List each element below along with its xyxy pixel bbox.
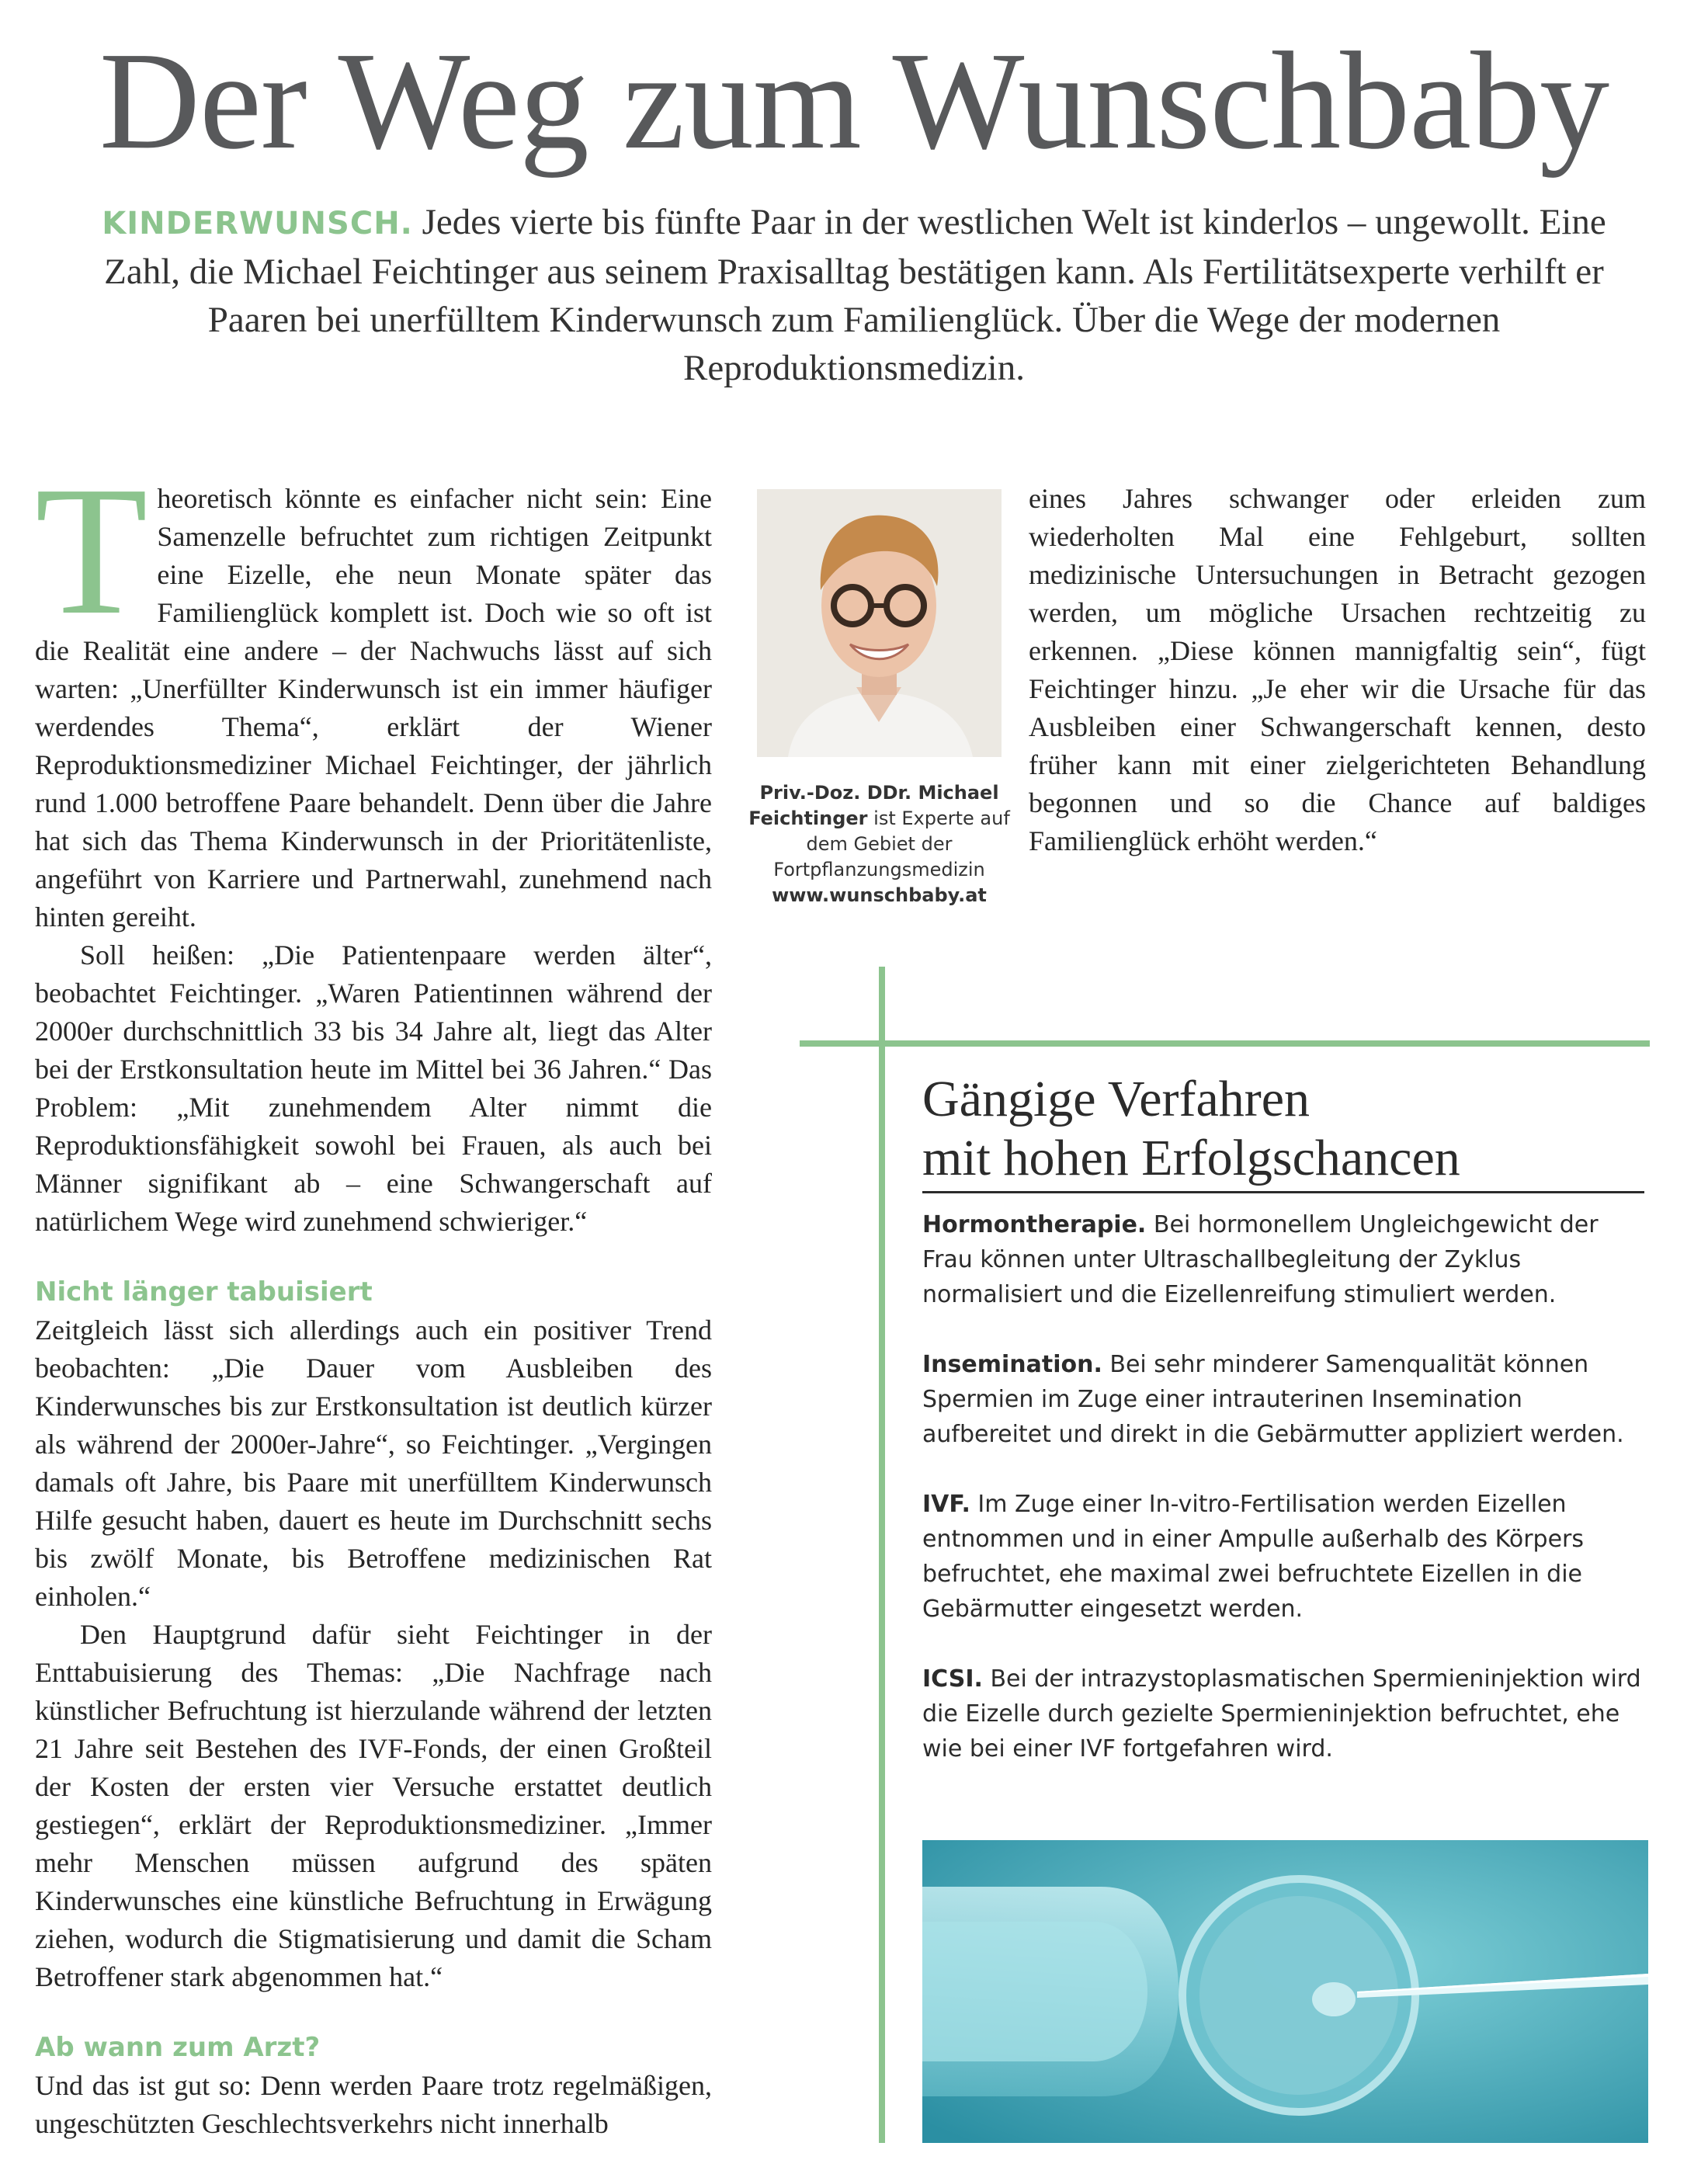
ivf-illustration — [922, 1840, 1648, 2143]
procedure-term: ICSI. — [922, 1665, 983, 1693]
procedure-term: Insemination. — [922, 1351, 1102, 1378]
procedure-item — [922, 1662, 1648, 1766]
page-title: Der Weg zum Wunschbaby — [99, 23, 1609, 178]
procedure-text: Bei hormonellem Ungleichgewicht der Frau können unter Ultraschallbegleitung der Zyklus normalisiert und die Eizellenreifung stimuliert werden. — [922, 1211, 1599, 1308]
portrait-caption — [745, 780, 1013, 908]
lead-text: Jedes vierte bis fünfte Paar in der westlichen Welt ist kinderlos – ungewollt. Eine Zahl, die Michael Feichtinger aus seinem Praxisalltag bestätigen kann. Als Fertilitätsexperte verhilft er Paaren bei unerfülltem Kinderwunsch zum Familienglück. Über die Wege der modernen Reproduktionsmedizin. — [104, 202, 1606, 388]
procedure-text: Bei sehr minderer Samenqualität können Spermien im Zuge einer intrauterinen Insemination aufbereitet und direkt in die Gebärmutter appliziert werden. — [922, 1351, 1624, 1448]
article-paragraph-4: Den Hauptgrund dafür sieht Feichtinger in der Enttabuisierung des Themas: „Die Nachfrage nach künstlicher Befruchtung ist hierzulande während der letzten 21 Jahre seit Bestehen des IVF-Fonds, der einen Großteil der Kosten der ersten vier Versuche erstattet deutlich gestiegen“, erklärt der Reproduktionsmediziner. „Immer mehr Menschen müssen aufgrund des späten Kinderwunsches eine künstliche Befruchtung in Erwägung ziehen, wodurch die Stigmatisierung und damit die Scham Betroffener stark abgenommen hat.“ — [35, 1619, 712, 1992]
procedure-item — [922, 1347, 1648, 1452]
procedures-list — [922, 1207, 1648, 1801]
procedure-text: Bei der intrazystoplasmatischen Spermieninjektion wird die Eizelle durch gezielte Spermieninjektion befruchtet, ehe wie bei einer IVF fortgefahren wird. — [922, 1665, 1641, 1762]
box-title-line-2: mit hohen Erfolgschancen — [922, 1130, 1460, 1186]
procedure-text: Im Zuge einer In-vitro-Fertilisation werden Eizellen entnommen und in einer Ampulle außerhalb des Körpers befruchtet, ehe maximal zwei befruchtete Eizellen in die Gebärmutter eingesetzt werden. — [922, 1491, 1585, 1623]
lead-paragraph — [70, 198, 1638, 392]
box-rule-vertical — [879, 967, 885, 2143]
procedure-item — [922, 1207, 1648, 1312]
article-column-right — [1029, 480, 1646, 860]
article-text-1: heoretisch könnte es einfacher nicht sein: Eine Samenzelle befruchtet zum richtigen Zeitpunkt eine Eizelle, ehe neun Monate später das Familienglück komplett ist. Doch wie so oft ist die Realität eine andere – der Nachwuchs lässt auf sich warten: „Unerfüllter Kinderwunsch ist ein immer häufiger werdendes Thema“, erklärt der Wiener Reproduktionsmediziner Michael Feichtinger, der jährlich rund 1.000 betroffene Paare behandelt. Denn über die Jahre hat sich das Thema Kinderwunsch in der Prioritätenliste, angeführt von Karriere und Partnerwahl, zunehmend nach hinten gereiht. — [35, 483, 712, 932]
subhead-arzt: Ab wann zum Arzt? — [35, 2032, 321, 2063]
subhead-tabuisiert: Nicht länger tabuisiert — [35, 1276, 373, 1308]
caption-url: www.wunschbaby.at — [772, 884, 987, 906]
article-paragraph-5: Und das ist gut so: Denn werden Paare trotz regelmäßigen, ungeschützten Geschlechtsverkehrs nicht innerhalb — [35, 2070, 712, 2139]
box-rule-horizontal — [800, 1040, 1650, 1047]
caption-name: Priv.-Doz. DDr. Michael Feichtinger — [748, 782, 999, 829]
article-paragraph-3: Zeitgleich lässt sich allerdings auch ein positiver Trend beobachten: „Die Dauer vom Ausbleiben des Kinderwunsches bis zur Erstkonsultation ist deutlich kürzer als während der 2000er-Jahre“, so Feichtinger. „Vergingen damals oft Jahre, bis Paare mit unerfülltem Kinderwunsch Hilfe gesucht haben, dauert es heute im Durchschnitt sechs bis zwölf Monate, bis Betroffene medizinischen Rat einholen.“ — [35, 1314, 712, 1612]
ivf-microscope-image — [922, 1840, 1648, 2143]
box-title — [922, 1070, 1644, 1193]
procedure-item — [922, 1487, 1648, 1627]
article-column-left — [35, 449, 712, 2143]
article-paragraph-1 — [35, 449, 712, 936]
portrait-photo — [757, 489, 1002, 757]
article-paragraph-6: eines Jahres schwanger oder erleiden zum wiederholten Mal eine Fehlgeburt, sollten medizinische Untersuchungen in Betracht gezogen werden, um mögliche Ursachen rechtzeitig zu erkennen. „Diese können mannigfaltig sein“, fügt Feichtinger hinzu. „Je eher wir die Ursache für das Ausbleiben einer Schwangerschaft kennen, desto früher kann mit einer zielgerichteten Behandlung begonnen und so die Chance auf baldiges Familienglück erhöht werden.“ — [1029, 483, 1646, 856]
box-title-line-1: Gängige Verfahren — [922, 1071, 1311, 1127]
dropcap: T — [35, 449, 148, 653]
caption-text: ist Experte auf dem Gebiet der Fortpflanzungsmedizin — [773, 807, 1010, 880]
article-paragraph-2: Soll heißen: „Die Patientenpaare werden älter“, beobachtet Feichtinger. „Waren Patientinnen während der 2000er durchschnittlich 33 bis 34 Jahre alt, liegt das Alter bei der Erstkonsultation heute im Mittel bei 36 Jahren.“ Das Problem: „Mit zunehmendem Alter nimmt die Reproduktionsfähigkeit sowohl bei Frauen, als auch bei Männer signifikant ab – eine Schwangerschaft auf natürlichem Wege wird zunehmend schwieriger.“ — [35, 939, 712, 1237]
procedure-term: Hormontherapie. — [922, 1211, 1147, 1238]
lead-kicker: KINDERWUNSCH. — [102, 206, 413, 241]
procedure-term: IVF. — [922, 1491, 970, 1518]
portrait-illustration — [757, 489, 1002, 757]
